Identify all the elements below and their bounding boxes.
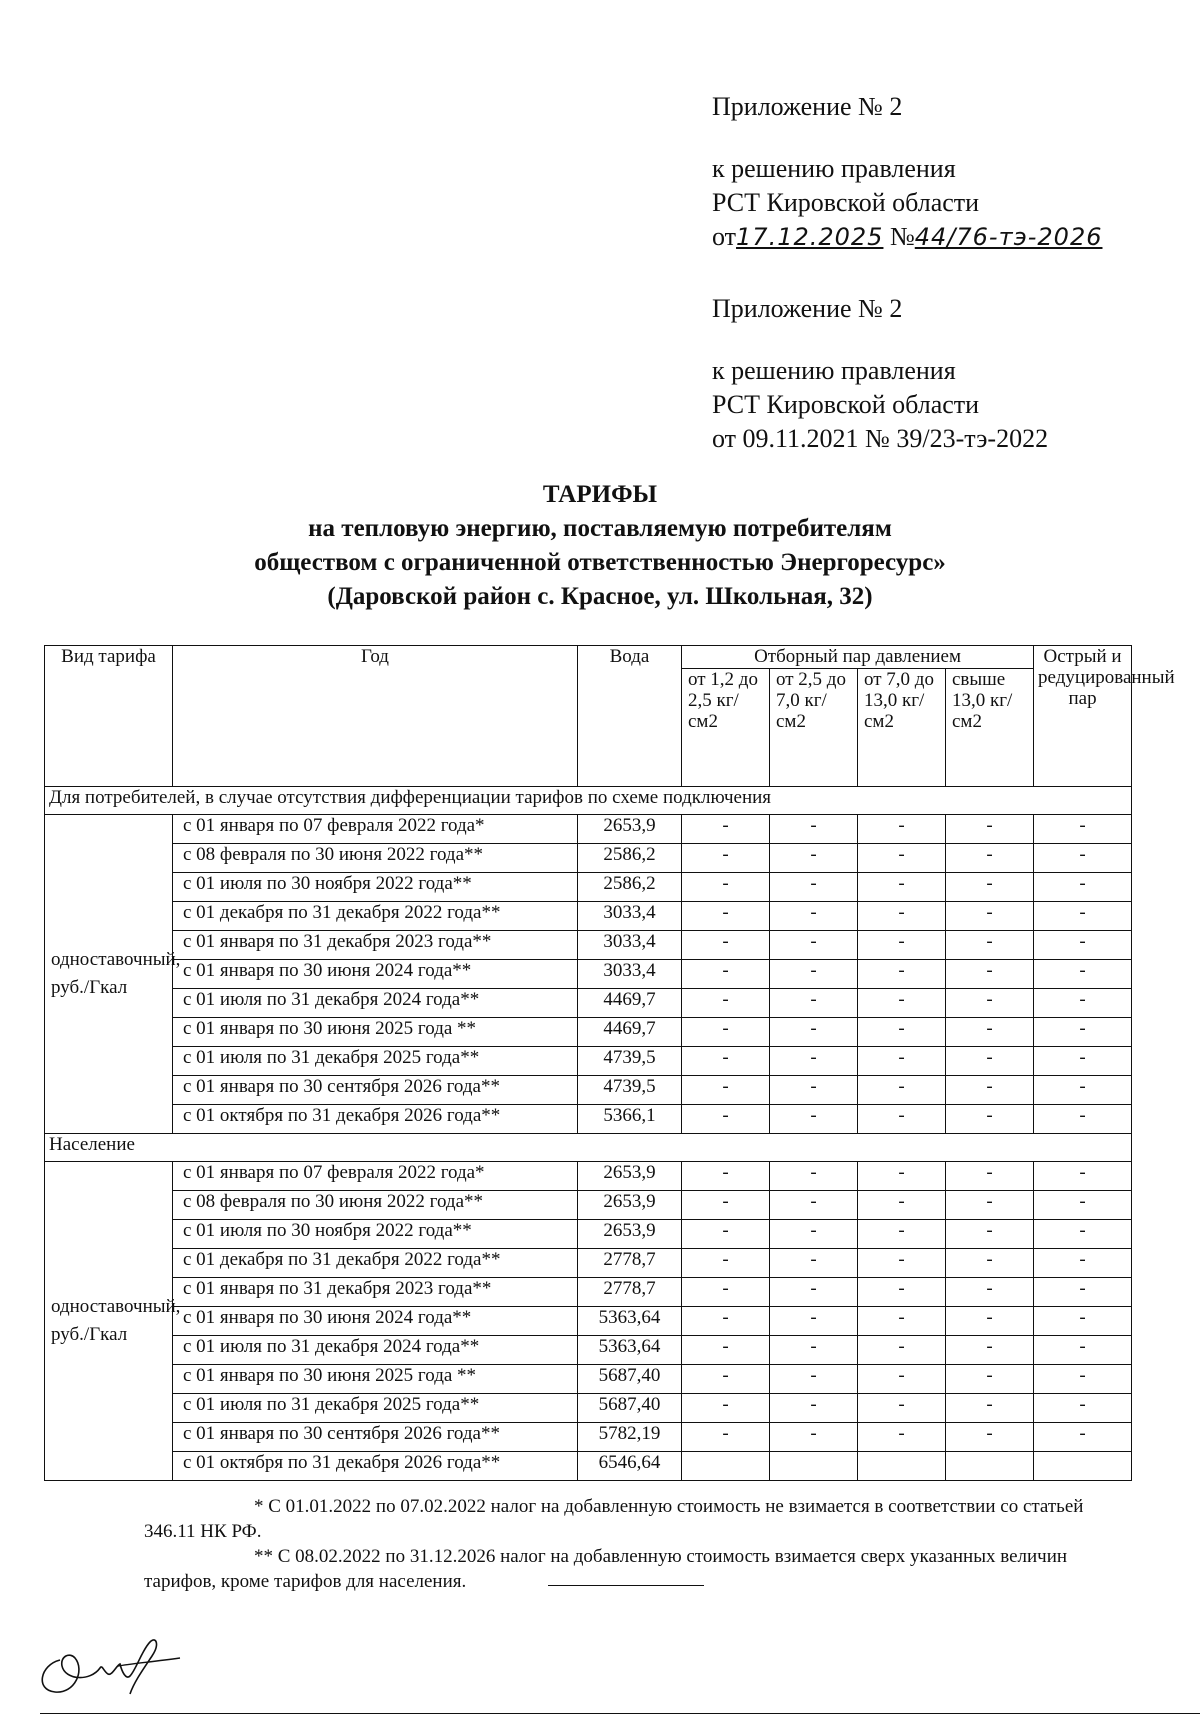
appendix-new-line1: Приложение № 2 xyxy=(712,92,903,121)
steam-tariff-cell: - xyxy=(946,1249,1034,1278)
footnote-2: ** С 08.02.2022 по 31.12.2026 налог на добавленную стоимость взимается сверх указанных величин тарифов, кроме тарифов для населения. xyxy=(144,1546,1068,1592)
table-row xyxy=(45,815,1132,844)
divider-line xyxy=(548,1585,704,1586)
title-heading: ТАРИФЫ xyxy=(542,481,658,508)
table-row xyxy=(45,1336,1132,1365)
header-pressure-2: от 2,5 до 7,0 кг/см2 xyxy=(770,669,858,787)
steam-tariff-cell: - xyxy=(1034,1047,1132,1076)
appendix-new-line3: РСТ Кировской области xyxy=(712,188,980,217)
header-vid: Вид тарифа xyxy=(45,646,173,787)
steam-tariff-cell: - xyxy=(946,844,1034,873)
steam-tariff-cell: - xyxy=(682,902,770,931)
steam-tariff-cell: - xyxy=(682,1076,770,1105)
steam-tariff-cell: - xyxy=(682,815,770,844)
steam-tariff-cell: - xyxy=(1034,902,1132,931)
period-cell: с 01 января по 31 декабря 2023 года** xyxy=(173,931,578,960)
steam-tariff-cell: - xyxy=(770,1394,858,1423)
steam-tariff-cell: - xyxy=(682,931,770,960)
steam-tariff-cell: - xyxy=(770,1162,858,1191)
steam-tariff-cell: - xyxy=(1034,844,1132,873)
table-row xyxy=(45,1105,1132,1134)
table-row xyxy=(45,1278,1132,1307)
tariff-type-cell: одноставочный, руб./Гкал xyxy=(45,1162,173,1481)
steam-tariff-cell: - xyxy=(682,844,770,873)
steam-tariff-cell: - xyxy=(682,960,770,989)
period-cell: с 01 января по 31 декабря 2023 года** xyxy=(173,1278,578,1307)
header-sharp-steam: Острый и редуцированный пар xyxy=(1034,646,1132,787)
steam-tariff-cell: - xyxy=(858,1278,946,1307)
steam-tariff-cell: - xyxy=(1034,815,1132,844)
appendix-new-date-line xyxy=(712,220,1102,254)
water-tariff-cell: 5363,64 xyxy=(578,1336,682,1365)
steam-tariff-cell: - xyxy=(770,989,858,1018)
steam-tariff-cell: - xyxy=(1034,1365,1132,1394)
table-row xyxy=(45,1076,1132,1105)
period-cell: с 01 января по 07 февраля 2022 года* xyxy=(173,815,578,844)
steam-tariff-cell: - xyxy=(858,902,946,931)
steam-tariff-cell: - xyxy=(1034,1076,1132,1105)
table-row xyxy=(45,1307,1132,1336)
period-cell: с 01 января по 30 июня 2024 года** xyxy=(173,1307,578,1336)
steam-tariff-cell: - xyxy=(1034,931,1132,960)
steam-tariff-cell: - xyxy=(682,1336,770,1365)
period-cell: с 01 октября по 31 декабря 2026 года** xyxy=(173,1105,578,1134)
table-row xyxy=(45,1452,1132,1481)
steam-tariff-cell: - xyxy=(682,1162,770,1191)
appendix-new-line2: к решению правления xyxy=(712,154,956,183)
period-cell: с 01 июля по 31 декабря 2024 года** xyxy=(173,989,578,1018)
steam-tariff-cell: - xyxy=(1034,1278,1132,1307)
steam-tariff-cell: - xyxy=(682,1278,770,1307)
appendix-new-num-label: № xyxy=(889,222,915,251)
header-pressure-3: от 7,0 до 13,0 кг/см2 xyxy=(858,669,946,787)
steam-tariff-cell: - xyxy=(946,1365,1034,1394)
steam-tariff-cell: - xyxy=(858,1162,946,1191)
steam-tariff-cell: - xyxy=(946,1162,1034,1191)
steam-tariff-cell: - xyxy=(770,815,858,844)
appendix-old xyxy=(712,292,1048,456)
table-row xyxy=(45,1365,1132,1394)
steam-tariff-cell: - xyxy=(682,1191,770,1220)
steam-tariff-cell: - xyxy=(858,1365,946,1394)
steam-tariff-cell: - xyxy=(858,989,946,1018)
appendix-old-line4: от 09.11.2021 № 39/23-тэ-2022 xyxy=(712,424,1049,453)
steam-tariff-cell: - xyxy=(858,873,946,902)
steam-tariff-cell: - xyxy=(858,1307,946,1336)
steam-tariff-cell: - xyxy=(1034,1249,1132,1278)
period-cell: с 01 января по 30 июня 2024 года** xyxy=(173,960,578,989)
steam-tariff-cell: - xyxy=(946,1076,1034,1105)
title-line1: на тепловую энергию, поставляемую потребителям xyxy=(308,515,892,542)
steam-tariff-cell: - xyxy=(946,873,1034,902)
steam-tariff-cell: - xyxy=(770,1220,858,1249)
steam-tariff-cell: - xyxy=(770,1047,858,1076)
period-cell: с 01 июля по 31 декабря 2024 года** xyxy=(173,1336,578,1365)
header-water: Вода xyxy=(578,646,682,787)
steam-tariff-cell: - xyxy=(858,1394,946,1423)
water-tariff-cell: 2586,2 xyxy=(578,873,682,902)
steam-tariff-cell: - xyxy=(1034,1336,1132,1365)
steam-tariff-cell xyxy=(770,1452,858,1481)
footnotes xyxy=(144,1494,1109,1594)
tariff-type-cell: одноставочный, руб./Гкал xyxy=(45,815,173,1134)
steam-tariff-cell: - xyxy=(946,1191,1034,1220)
steam-tariff-cell: - xyxy=(946,1047,1034,1076)
steam-tariff-cell: - xyxy=(858,1191,946,1220)
steam-tariff-cell: - xyxy=(1034,1220,1132,1249)
period-cell: с 01 января по 07 февраля 2022 года* xyxy=(173,1162,578,1191)
period-cell: с 01 декабря по 31 декабря 2022 года** xyxy=(173,1249,578,1278)
steam-tariff-cell: - xyxy=(770,931,858,960)
section-label: Для потребителей, в случае отсутствия дифференциации тарифов по схеме подключения xyxy=(45,787,1132,815)
steam-tariff-cell: - xyxy=(858,960,946,989)
section-header-row xyxy=(45,1134,1132,1162)
steam-tariff-cell: - xyxy=(858,1105,946,1134)
period-cell: с 01 января по 30 июня 2025 года ** xyxy=(173,1018,578,1047)
water-tariff-cell: 4469,7 xyxy=(578,989,682,1018)
table-row xyxy=(45,1249,1132,1278)
steam-tariff-cell: - xyxy=(770,1076,858,1105)
appendix-old-line3: РСТ Кировской области xyxy=(712,390,980,419)
steam-tariff-cell: - xyxy=(1034,960,1132,989)
appendix-new-date: 17.12.2025 xyxy=(736,223,884,251)
steam-tariff-cell: - xyxy=(946,1336,1034,1365)
table-row xyxy=(45,873,1132,902)
header-year: Год xyxy=(173,646,578,787)
header-pressure-1: от 1,2 до 2,5 кг/см2 xyxy=(682,669,770,787)
table-row xyxy=(45,844,1132,873)
section-label: Население xyxy=(45,1134,1132,1162)
steam-tariff-cell: - xyxy=(946,1018,1034,1047)
steam-tariff-cell: - xyxy=(946,931,1034,960)
header-steam: Отборный пар давлением xyxy=(682,646,1034,669)
title-line2: обществом с ограниченной ответственностью Энергоресурс» xyxy=(254,549,946,576)
water-tariff-cell: 5363,64 xyxy=(578,1307,682,1336)
steam-tariff-cell: - xyxy=(946,1394,1034,1423)
steam-tariff-cell: - xyxy=(858,1018,946,1047)
table-row xyxy=(45,1220,1132,1249)
steam-tariff-cell: - xyxy=(770,844,858,873)
table-row xyxy=(45,931,1132,960)
steam-tariff-cell: - xyxy=(770,873,858,902)
steam-tariff-cell: - xyxy=(1034,1423,1132,1452)
steam-tariff-cell: - xyxy=(682,873,770,902)
water-tariff-cell: 5366,1 xyxy=(578,1105,682,1134)
steam-tariff-cell: - xyxy=(858,1047,946,1076)
steam-tariff-cell: - xyxy=(770,1423,858,1452)
steam-tariff-cell: - xyxy=(946,1220,1034,1249)
steam-tariff-cell: - xyxy=(1034,1018,1132,1047)
steam-tariff-cell: - xyxy=(946,1105,1034,1134)
water-tariff-cell: 5687,40 xyxy=(578,1365,682,1394)
water-tariff-cell: 5687,40 xyxy=(578,1394,682,1423)
water-tariff-cell: 3033,4 xyxy=(578,902,682,931)
steam-tariff-cell: - xyxy=(946,902,1034,931)
steam-tariff-cell: - xyxy=(682,1249,770,1278)
period-cell: с 01 января по 30 июня 2025 года ** xyxy=(173,1365,578,1394)
steam-tariff-cell: - xyxy=(770,1278,858,1307)
steam-tariff-cell: - xyxy=(858,1220,946,1249)
appendix-old-line1: Приложение № 2 xyxy=(712,294,903,323)
water-tariff-cell: 4469,7 xyxy=(578,1018,682,1047)
header-pressure-4: свыше 13,0 кг/см2 xyxy=(946,669,1034,787)
steam-tariff-cell: - xyxy=(770,1336,858,1365)
section-header-row xyxy=(45,787,1132,815)
steam-tariff-cell: - xyxy=(946,960,1034,989)
steam-tariff-cell: - xyxy=(858,931,946,960)
steam-tariff-cell: - xyxy=(946,989,1034,1018)
steam-tariff-cell: - xyxy=(770,1105,858,1134)
steam-tariff-cell: - xyxy=(682,1307,770,1336)
water-tariff-cell: 3033,4 xyxy=(578,960,682,989)
period-cell: с 01 июля по 30 ноября 2022 года** xyxy=(173,1220,578,1249)
footnote-1: * С 01.01.2022 по 07.02.2022 налог на добавленную стоимость не взимается в соответствии со статьей 346.11 НК РФ. xyxy=(144,1496,1084,1542)
steam-tariff-cell: - xyxy=(770,1249,858,1278)
appendix-new-number: 44/76-тэ-2026 xyxy=(914,223,1103,251)
table-row xyxy=(45,960,1132,989)
water-tariff-cell: 6546,64 xyxy=(578,1452,682,1481)
water-tariff-cell: 2653,9 xyxy=(578,1220,682,1249)
water-tariff-cell: 2778,7 xyxy=(578,1278,682,1307)
appendix-old-line2: к решению правления xyxy=(712,356,956,385)
steam-tariff-cell: - xyxy=(858,1336,946,1365)
steam-tariff-cell: - xyxy=(1034,1191,1132,1220)
table-row xyxy=(45,989,1132,1018)
water-tariff-cell: 3033,4 xyxy=(578,931,682,960)
tariff-table xyxy=(44,645,1175,1481)
water-tariff-cell: 2653,9 xyxy=(578,815,682,844)
water-tariff-cell: 5782,19 xyxy=(578,1423,682,1452)
period-cell: с 08 февраля по 30 июня 2022 года** xyxy=(173,1191,578,1220)
steam-tariff-cell: - xyxy=(682,1220,770,1249)
steam-tariff-cell: - xyxy=(770,1365,858,1394)
steam-tariff-cell: - xyxy=(682,1105,770,1134)
steam-tariff-cell: - xyxy=(858,844,946,873)
period-cell: с 08 февраля по 30 июня 2022 года** xyxy=(173,844,578,873)
handwritten-signature-icon xyxy=(30,1620,190,1700)
water-tariff-cell: 4739,5 xyxy=(578,1076,682,1105)
steam-tariff-cell: - xyxy=(682,1018,770,1047)
steam-tariff-cell: - xyxy=(858,1423,946,1452)
steam-tariff-cell: - xyxy=(682,1365,770,1394)
period-cell: с 01 января по 30 сентября 2026 года** xyxy=(173,1423,578,1452)
steam-tariff-cell: - xyxy=(858,1076,946,1105)
table-row xyxy=(45,1394,1132,1423)
steam-tariff-cell: - xyxy=(1034,989,1132,1018)
tariff-table-body xyxy=(45,787,1132,1481)
steam-tariff-cell xyxy=(1034,1452,1132,1481)
steam-tariff-cell: - xyxy=(682,1394,770,1423)
table-row xyxy=(45,1191,1132,1220)
document-title xyxy=(0,478,1200,614)
table-header-row xyxy=(45,646,1132,669)
steam-tariff-cell: - xyxy=(770,1191,858,1220)
steam-tariff-cell: - xyxy=(946,815,1034,844)
steam-tariff-cell xyxy=(682,1452,770,1481)
steam-tariff-cell: - xyxy=(682,1423,770,1452)
steam-tariff-cell: - xyxy=(858,1249,946,1278)
steam-tariff-cell: - xyxy=(858,815,946,844)
steam-tariff-cell: - xyxy=(770,1018,858,1047)
period-cell: с 01 июля по 31 декабря 2025 года** xyxy=(173,1047,578,1076)
table-row xyxy=(45,1018,1132,1047)
table-row xyxy=(45,1047,1132,1076)
appendix-new-from-label: от xyxy=(712,222,737,251)
steam-tariff-cell: - xyxy=(1034,1307,1132,1336)
steam-tariff-cell xyxy=(858,1452,946,1481)
steam-tariff-cell: - xyxy=(770,960,858,989)
table-row xyxy=(45,1423,1132,1452)
water-tariff-cell: 2653,9 xyxy=(578,1191,682,1220)
period-cell: с 01 января по 30 сентября 2026 года** xyxy=(173,1076,578,1105)
period-cell: с 01 июля по 31 декабря 2025 года** xyxy=(173,1394,578,1423)
water-tariff-cell: 2778,7 xyxy=(578,1249,682,1278)
table-row xyxy=(45,902,1132,931)
period-cell: с 01 октября по 31 декабря 2026 года** xyxy=(173,1452,578,1481)
steam-tariff-cell: - xyxy=(1034,873,1132,902)
steam-tariff-cell: - xyxy=(1034,1105,1132,1134)
table-row xyxy=(45,1162,1132,1191)
steam-tariff-cell: - xyxy=(946,1423,1034,1452)
water-tariff-cell: 4739,5 xyxy=(578,1047,682,1076)
bottom-edge-line xyxy=(40,1713,1200,1714)
water-tariff-cell: 2586,2 xyxy=(578,844,682,873)
period-cell: с 01 июля по 30 ноября 2022 года** xyxy=(173,873,578,902)
steam-tariff-cell: - xyxy=(682,989,770,1018)
steam-tariff-cell: - xyxy=(1034,1162,1132,1191)
period-cell: с 01 декабря по 31 декабря 2022 года** xyxy=(173,902,578,931)
steam-tariff-cell: - xyxy=(946,1307,1034,1336)
steam-tariff-cell xyxy=(946,1452,1034,1481)
steam-tariff-cell: - xyxy=(770,902,858,931)
steam-tariff-cell: - xyxy=(1034,1394,1132,1423)
appendix-new xyxy=(712,90,1102,254)
title-line3: (Даровской район с. Красное, ул. Школьная, 32) xyxy=(327,583,873,610)
steam-tariff-cell: - xyxy=(946,1278,1034,1307)
steam-tariff-cell: - xyxy=(682,1047,770,1076)
water-tariff-cell: 2653,9 xyxy=(578,1162,682,1191)
steam-tariff-cell: - xyxy=(770,1307,858,1336)
